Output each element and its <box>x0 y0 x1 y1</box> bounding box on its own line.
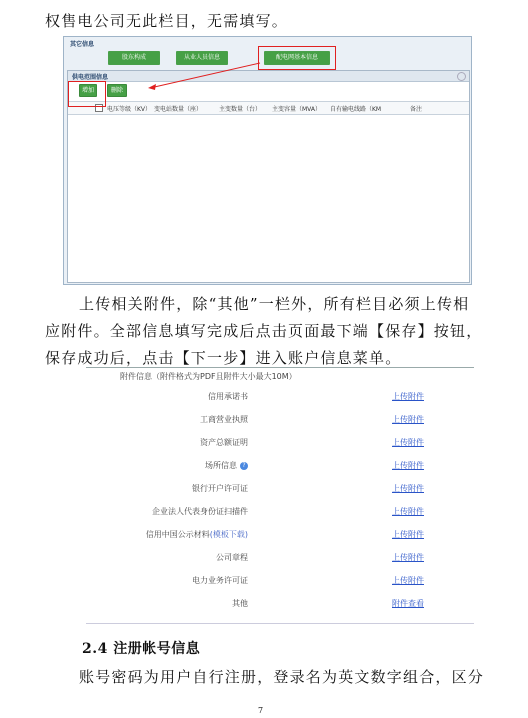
panel-title: 供电范围信息 <box>72 74 109 81</box>
delete-button[interactable]: 删除 <box>107 84 127 97</box>
column-header: 备注 <box>410 106 423 113</box>
help-icon[interactable]: ? <box>240 462 248 470</box>
list-item <box>86 594 474 616</box>
attachment-name: 资产总额证明 <box>200 438 248 447</box>
paragraph-line: 账号密码为用户自行注册，登录名为英文数字组合，区分 <box>79 668 485 686</box>
upload-link[interactable]: 上传附件 <box>392 415 424 424</box>
attachment-name: 工商营业执照 <box>200 415 248 424</box>
attachment-name: 电力业务许可证 <box>192 576 248 585</box>
attachment-name <box>205 460 248 471</box>
column-header: 主变数量（台） <box>219 106 262 113</box>
attachment-name-text: 场所信息 <box>205 461 237 470</box>
page-number: 7 <box>258 706 264 715</box>
list-item <box>86 525 474 547</box>
attachment-title: 附件信息（附件格式为PDF且附件大小最大10M） <box>120 372 297 381</box>
column-header: 电压等级（KV） <box>107 106 152 113</box>
upload-link[interactable]: 上传附件 <box>392 461 424 470</box>
distribution-network-button[interactable]: 配电网基本信息 <box>264 51 330 65</box>
attachment-name <box>146 529 248 540</box>
upload-link[interactable]: 上传附件 <box>392 507 424 516</box>
list-item <box>86 548 474 570</box>
upload-link[interactable]: 上传附件 <box>392 484 424 493</box>
list-item <box>86 479 474 501</box>
column-header: 自有输电线路（KM <box>330 106 382 113</box>
paragraph-line: 保存成功后，点击【下一步】进入账户信息菜单。 <box>45 349 402 367</box>
view-attachment-link[interactable]: 附件查看 <box>392 599 424 608</box>
list-item <box>86 456 474 478</box>
template-download-link[interactable]: (模板下载) <box>209 530 248 539</box>
upload-link[interactable]: 上传附件 <box>392 392 424 401</box>
upload-link[interactable]: 上传附件 <box>392 438 424 447</box>
shareholder-button[interactable]: 股东构成 <box>108 51 160 65</box>
list-item <box>86 387 474 409</box>
divider <box>86 623 474 624</box>
staff-info-button[interactable]: 从业人员信息 <box>176 51 228 65</box>
arrow-icon <box>64 37 471 284</box>
column-header: 主变容量（MVA） <box>272 106 322 113</box>
list-item <box>86 410 474 432</box>
list-item <box>86 502 474 524</box>
section-heading: 2.4 注册帐号信息 <box>82 641 201 657</box>
upload-link[interactable]: 上传附件 <box>392 530 424 539</box>
list-item <box>86 433 474 455</box>
upload-link[interactable]: 上传附件 <box>392 553 424 562</box>
other-info-screenshot <box>63 36 472 285</box>
column-header: 变电站数量（座） <box>154 106 203 113</box>
list-item <box>86 571 474 593</box>
paragraph-line: 上传相关附件，除“其他”一栏外，所有栏目必须上传相 <box>79 295 470 313</box>
add-button[interactable]: 增加 <box>79 84 97 97</box>
upload-link[interactable]: 上传附件 <box>392 576 424 585</box>
attachment-name: 企业法人代表身份证扫描件 <box>152 507 248 516</box>
attachment-name: 信用承诺书 <box>208 392 248 401</box>
attachment-name: 银行开户许可证 <box>192 484 248 493</box>
paragraph-line: 应附件。全部信息填写完成后点击页面最下端【保存】按钮， <box>45 322 483 340</box>
section-title: 其它信息 <box>70 41 95 48</box>
attachment-name: 公司章程 <box>216 553 248 562</box>
attachment-name: 其他 <box>232 599 248 608</box>
divider <box>86 367 474 368</box>
intro-line: 权售电公司无此栏目，无需填写。 <box>45 12 289 30</box>
attachment-name-text: 信用中国公示材料 <box>145 530 210 539</box>
